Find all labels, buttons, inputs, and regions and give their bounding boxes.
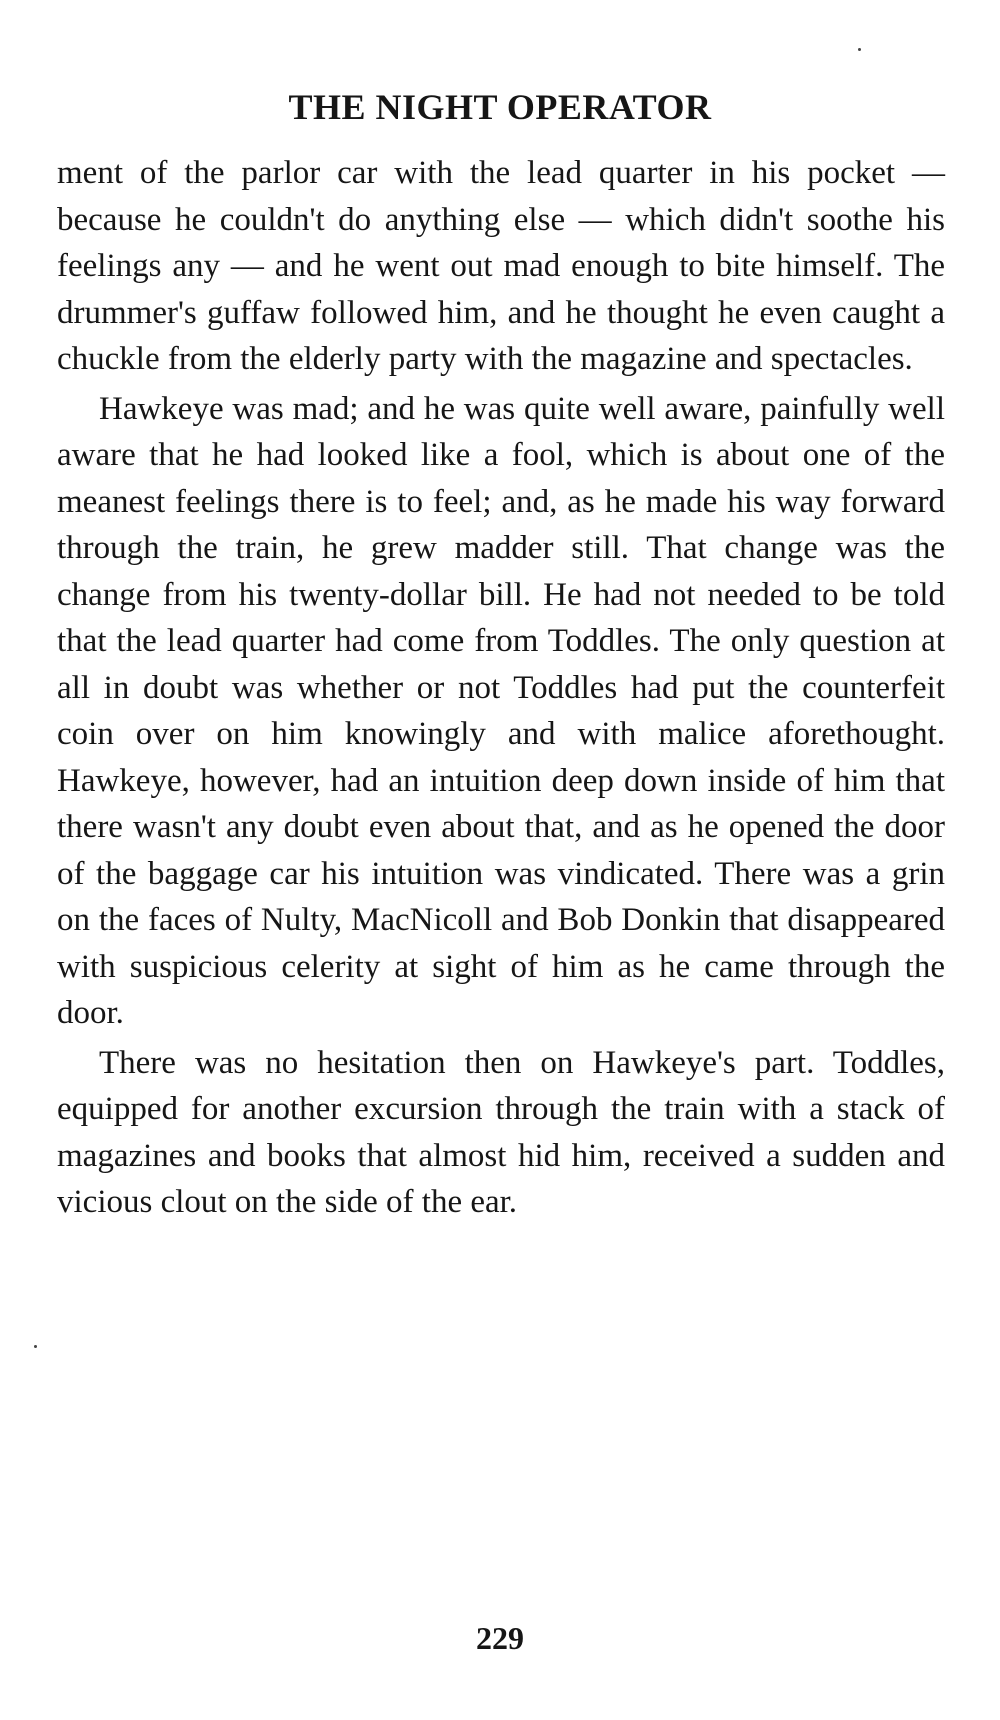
body-text — [57, 150, 945, 1226]
print-speck — [34, 1345, 37, 1348]
paragraph-no-hesitation: There was no hesitation then on Hawkeye's part. Toddles, equipped for another excursion through the train with a stack of magazines and books that almost hid him, received a sudden and vicious clout on the side of the ear. — [57, 1044, 945, 1220]
running-head-title: THE NIGHT OPERATOR — [288, 87, 712, 127]
page-number: 229 — [476, 1620, 524, 1656]
paragraph-continued: ment of the parlor car with the lead quarter in his pocket — because he couldn't do anything else — which didn't soothe his feelings any — and he went out mad enough to bite himself. The drummer's guffaw followed him, and he thought he even caught a chuckle from the elderly party with the magazine and spectacles. — [57, 155, 945, 377]
paragraph-hawkeye-mad: Hawkeye was mad; and he was quite well aware, painfully well aware that he had looked like a fool, which is about one of the meanest feelings there is to feel; and, as he made his way forward through the train, he grew madder still. That change was the change from his twenty-dollar bill. He had not needed to be told that the lead quarter had come from Toddles. The only question at all in doubt was whether or not Toddles had put the counterfeit coin over on him knowingly and with malice aforethought. Hawkeye, however, had an intuition deep down inside of him that there wasn't any doubt even about that, and as he opened the door of the baggage car his intuition was vindicated. There was a grin on the faces of Nulty, MacNicoll and Bob Donkin that disappeared with suspicious celerity at sight of him as he came through the door. — [57, 390, 945, 1031]
print-speck — [858, 48, 861, 51]
